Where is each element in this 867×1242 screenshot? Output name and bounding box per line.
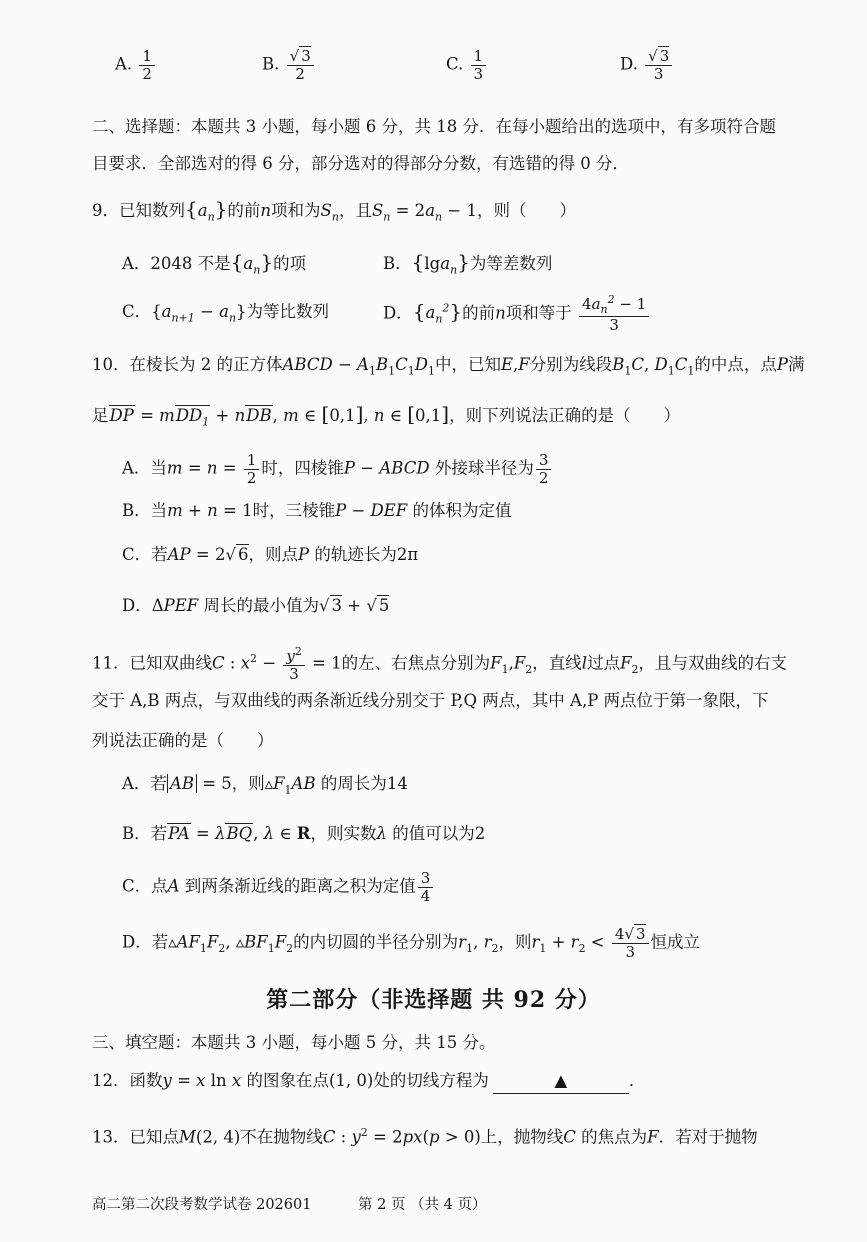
q10-option-c: C．若AP = 2√ 6，则点P 的轨迹长为2π	[122, 545, 419, 564]
q11-option-d: D．若$▵AF_1F_2$, $▵BF_1F_2$的内切圆的半径分别为$r_1$, $r_2$，则$r_1 + r_2$ < $\frac{4√ 3}{3}$ 恒成立	[122, 925, 701, 961]
q8-option-b: B. $\frac{√ 3}{2}$	[262, 48, 316, 82]
q11-option-b: B．若PA = λBQ, λ ∈ R，则实数λ 的值可以为2	[122, 824, 486, 843]
q11-option-a: A．若 AB = 5，则$▵F_1AB$ 的周长为14	[122, 774, 408, 797]
footer-exam-title: 高二第二次段考数学试卷 202601	[92, 1197, 312, 1213]
q11-option-c: C．点A 到两条渐近线的距离之积为定值 $\frac{3}{4}$	[122, 870, 435, 904]
section2-line2: 目要求．全部选对的得 6 分，部分选对的得部分分数，有选错的得 0 分．	[92, 154, 629, 173]
part2-title: 第二部分（非选择题 共 92 分）	[266, 987, 601, 1013]
q9-option-a: A．2048 不是$\{a_n\}$的项	[122, 250, 307, 277]
q9-option-d: D．$\{a_n^2\}$的前n项和等于 $\frac{4a_n^2 - 1}{3}$	[383, 294, 651, 334]
q9-option-b: B．{lga$_n$}为等差数列	[383, 250, 553, 277]
footer-page-number: 第 2 页 （共 4 页）	[358, 1197, 487, 1213]
q10-stem-line1: 10．在棱长为 2 的正方体ABCD − $A_1B_1C_1D_1$中，已知E,F分别为线段$B_1C$, $D_1C_1$的中点，点P满	[92, 355, 805, 378]
section2-line1: 二、选择题：本题共 3 小题，每小题 6 分，共 18 分．在每小题给出的选项中，有多项符合题	[92, 117, 776, 136]
q12-stem: 12．函数y = x ln x 的图象在点(1, 0)处的切线方程为 ▲ ．	[92, 1069, 645, 1094]
q10-option-a: A．当m = n = $\frac{1}{2}$ 时，四棱锥P − ABCD 外接球半径为 $\frac{3}{2}$	[122, 452, 553, 486]
q9-option-c: C．$\{a_{n+1} - a_n\}$为等比数列	[122, 302, 330, 325]
q10-stem-line2: 足DP = mDD$_1$ + nDB, m ∈ [0,1], n ∈ [0,1]，则下列说法正确的是（ ）	[92, 402, 681, 429]
q10-option-d: D．ΔPEF 周长的最小值为√ 3 + √ 5	[122, 596, 390, 615]
q11-stem-line1: 11．已知双曲线C : $x^2$ − $\frac{y^2}{3}$ = 1的左、右焦点分别为$F_1,F_2$，直线l过点$F_2$，且与双曲线的右支	[92, 645, 788, 683]
q11-stem-line3: 列说法正确的是（ ）	[92, 731, 274, 750]
q10-option-b: B．当m + n = 1时，三棱锥P − DEF 的体积为定值	[122, 501, 512, 520]
answer-blank: ▲	[493, 1069, 629, 1094]
q13-stem: 13．已知点M(2, 4)不在抛物线C : $y^2 = 2px(p > 0)$上，抛物线C 的焦点为F．若对于抛物	[92, 1126, 758, 1147]
q8-option-d: D. $\frac{√ 3}{3}$	[620, 48, 674, 82]
q8-option-c: C. $\frac{1}{3}$	[446, 48, 488, 82]
q9-stem: 9．已知数列$\{a_n\}$的前n项和为$S_n$，且$S_n = 2a_n - 1$，则（ ）	[92, 197, 576, 224]
q8-option-a: A. $\frac{1}{2}$	[115, 48, 157, 82]
q11-stem-line2: 交于 A,B 两点，与双曲线的两条渐近线分别交于 P,Q 两点，其中 A,P 两点位于第一象限，下	[92, 691, 769, 710]
section3-header: 三、填空题：本题共 3 小题，每小题 5 分，共 15 分。	[92, 1033, 496, 1052]
